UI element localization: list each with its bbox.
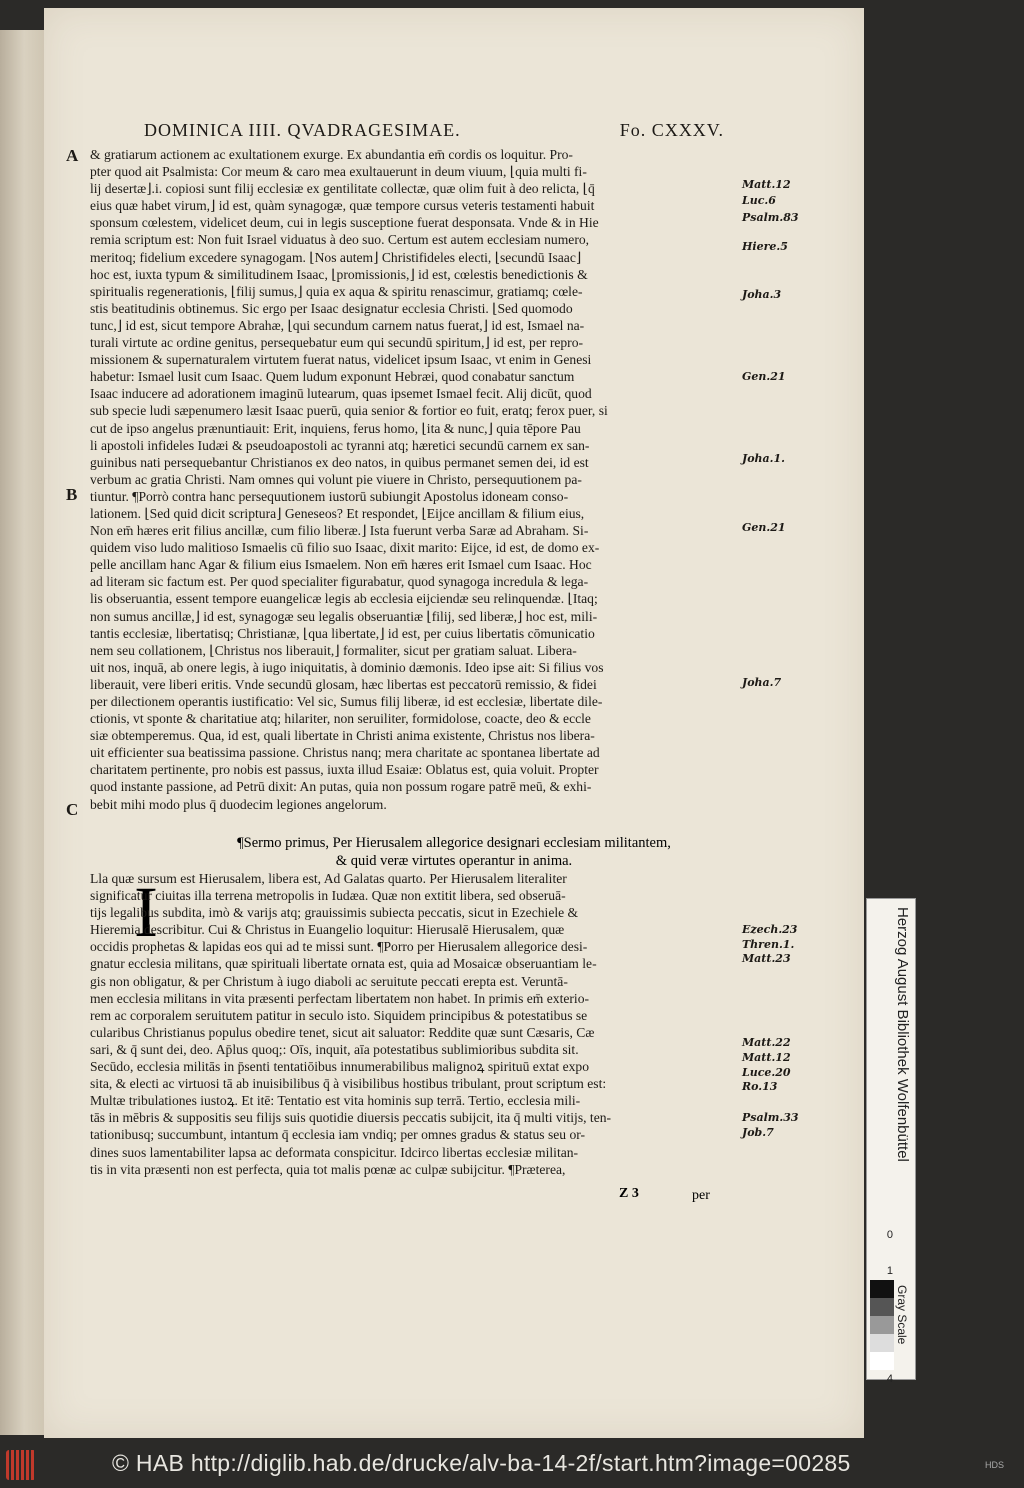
margin-note: Job.7 <box>742 1126 774 1139</box>
text-line: verbum ac gratia Christi. Nam omnes qui volunt pie viuere in Christo, persequutionem pa- <box>90 471 582 487</box>
text-line: & gratiarum actionem ac exultationem exurge. Ex abundantia em̄ cordis os loquitur. Pro- <box>90 147 573 162</box>
text-line: siæ obtemperemus. Qua, id est, quali libertate in Christi anima existente, Christus nos libera- <box>90 728 595 744</box>
text-line: Isaac inducere ad adorationem imaginū lutearum, quas ipsemet Ismael fecit. Alij dicūt, quod <box>90 386 592 402</box>
text-line: gis non obligatur, & per Christum à iugo diaboli ac seruitute peccati erepta est. Veruntā- <box>90 973 568 989</box>
grayscale-label: Gray Scale <box>895 1285 909 1345</box>
sermon-text <box>90 870 694 1178</box>
margin-note: Joha.7 <box>742 676 782 689</box>
text-line: rem ac corporalem seruitutem patitur in seculo isto. Siquidem principibus & potestatibus se <box>90 1007 588 1023</box>
text-line: tationibusq; succumbunt, intantum q̄ ecclesia iam vndiq; per omnes gradus & status seu or- <box>90 1127 586 1143</box>
text-line: men ecclesia militans in vita præsenti perfectam libertatem non habet. In primis em̄ exterio- <box>90 990 590 1006</box>
text-line: uit efficienter sua beatissima passione. Christus nanq; mera charitate ac spontanea libertate ad <box>90 745 600 761</box>
text-line: occidis prophetas & lapidas eos qui ad te missi sunt. ¶Porro per Hierusalem allegorice desi- <box>90 939 588 955</box>
footer-mark: HDS <box>985 1460 1005 1470</box>
margin-note: Matt.12 <box>742 1051 791 1064</box>
ruler-tick: 1 <box>886 1265 893 1277</box>
text-line: ctionis, vt sponte & charitatiue atq; hilariter, non seruiliter, formidolose, coacte, deo & eccle <box>90 711 591 727</box>
catchword: per <box>692 1188 710 1203</box>
text-line: Hieremia describitur. Cui & Christus in Euangelio loquitur: Hierusalē Hierusalem, quæ <box>90 922 565 938</box>
text-line: significatur ciuitas illa terrena metropolis in Iudæa. Quæ non extitit libera, sed obseruā- <box>90 888 566 904</box>
swatch-light-gray <box>870 1334 894 1352</box>
text-line: sub specie ludi sæpenumero læsit Isaac puerū, quia senior & fortior eo fuit, eratq; ferox puer, si <box>90 403 608 419</box>
margin-note: Matt.12 <box>742 178 791 191</box>
margin-note: Joha.1. <box>742 452 785 465</box>
text-line: hoc est, iuxta typum & similitudinem Isaac, ⌊promissionis,⌋ id est, cœlestis benedictionis & <box>90 266 588 282</box>
text-line: li apostoli infideles Iudæi & pseudoapostoli ac tyranni atq; hæretici secundū carnem ex san- <box>90 437 590 453</box>
text-line: missionem & supernaturalem virtutem fuerat natus, videlicet ipsum Isaac, vt enim in Genesi <box>90 352 592 368</box>
text-line: nem seu collationem, ⌊Christus nos liberauit,⌋ formaliter, sicut per gratiam saluat. Libera- <box>90 642 577 658</box>
margin-note: Joha.3 <box>742 288 782 301</box>
text-line: quidem viso ludo malitioso Ismaelis cū filio suo Isaac, dixit marito: Eijce, id est, de domo ex- <box>90 540 600 556</box>
text-line: tis in vita præsenti non est perfecta, quia tot malis pœnæ ac culpæ subijcitur. ¶Præterea, <box>90 1161 566 1177</box>
text-line: tiuntur. ¶Porrò contra hanc persequutionem iustorū subiungit Apostolus idoneam conso- <box>90 488 569 504</box>
swatch-gray <box>870 1316 894 1334</box>
swatch-black <box>870 1280 894 1298</box>
text-line: per dilectionem operantis iustificatio: Vel sic, Sumus filij liberæ, id est ecclesiæ, libertate dile- <box>90 694 603 709</box>
margin-note: Thren.1. <box>742 938 795 951</box>
decorated-initial: I <box>134 872 158 952</box>
sermon-heading-line: ¶Sermo primus, Per Hierusalem allegorice designari ecclesiam militantem, <box>237 835 671 851</box>
text-line: cut de ipso angelus prænuntiauit: Erit, inquiens, ferus homo, ⌊ita & nunc,⌋ quia tēpore Pau <box>90 420 581 436</box>
adjacent-page-edge <box>0 30 46 1435</box>
text-line: Lla quæ sursum est Hierusalem, libera est, Ad Galatas quarto. Per Hierusalem literaliter <box>90 871 567 886</box>
margin-note: Matt.23 <box>742 952 791 965</box>
text-line: meritoq; fidelium excedere synagogam. ⌊Nos autem⌋ Christifideles electi, ⌊secundū Isaac⌋ <box>90 249 582 265</box>
text-line: tās in mēbris & suppositis seu filijs suis quotidie diuersis peccatis subijcit, ita q̄ multi vitijs, ten- <box>90 1110 612 1126</box>
sermon-heading-line: & quid veræ virtutes operantur in anima. <box>335 853 573 869</box>
ruler-tick: 4 <box>886 1373 893 1385</box>
ruler-tick: 0 <box>886 1229 893 1241</box>
book-page <box>44 8 864 1438</box>
body-text <box>90 146 694 813</box>
text-line: tijs legalibus subdita, imò & varijs atq; grauissimis subiecta peccatis, sicut in Ezechiele & <box>90 905 579 921</box>
margin-note: Psalm.33 <box>742 1111 799 1124</box>
signature-mark: Z 3 <box>619 1186 639 1201</box>
footer-bar <box>0 1440 1024 1488</box>
text-line: charitatem pertinente, pro nobis est passus, iuxta illud Esaiæ: Oblatus est, quia voluit. Propter <box>90 762 599 778</box>
text-line: lis obseruantia, essent tempore euangelicæ legis ab ecclesia eijciendæ seu relinquendæ. ⌊Itaq; <box>90 591 598 607</box>
text-line: remia scriptum est: Non fuit Israel viduatus à deo suo. Certum est autem ecclesiam numero, <box>90 232 590 248</box>
margin-note: Hiere.5 <box>742 240 788 253</box>
text-line: eius quæ habet virum,⌋ id est, quàm synagogæ, quæ tempore cursus veteris testamenti habuit <box>90 198 595 214</box>
hab-logo-icon <box>6 1450 36 1480</box>
text-line: liberauit, vere liberi eritis. Vnde secundū glosam, hæc libertas est peccatorū remissio, & fidei <box>90 676 597 692</box>
text-line: sponsum cœlestem, videlicet deum, cui in legis susceptione fuerat desponsata. Vnde & in Hie <box>90 215 599 231</box>
swatch-dark-gray <box>870 1298 894 1316</box>
text-line: ad literam sic factum est. Per quod specialiter figurabatur, quod synagoga incredula & lega- <box>90 574 589 590</box>
section-letter-c: C <box>66 800 79 819</box>
footer-url[interactable]: © HAB http://diglib.hab.de/drucke/alv-ba-14-2f/start.htm?image=00285 <box>112 1450 851 1476</box>
margin-note: Psalm.83 <box>742 211 799 224</box>
text-line: Multæ tribulationes iustoꝝ. Et itē: Tentatio est vita hominis sup terrā. Tertio, ecclesia mili- <box>90 1093 581 1109</box>
text-line: pelle ancillam hanc Agar & filium eius Ismaelem. Non em̄ hæres erit Ismael cum Isaac. Hoc <box>90 557 592 573</box>
text-line: tantis ecclesiæ, libertatisq; Christianæ, ⌊qua libertate,⌋ id est, per cuius libertatis cōmunicatio <box>90 625 595 641</box>
text-line: tunc,⌋ id est, sicut tempore Abrahæ, ⌊qui secundum carnem natus fuerat,⌋ id est, Ismael na- <box>90 317 585 333</box>
text-line: guinibus nati persequebantur Christianos ex deo natos, in quibus permanet semen dei, id est <box>90 454 589 470</box>
sermon-heading <box>194 834 714 870</box>
margin-note: Gen.21 <box>742 370 786 383</box>
text-line: quod instante passione, ad Petrū dixit: An putas, quia non possum rogare patrē meū, & exhi- <box>90 779 592 795</box>
ruler-library-name: Herzog August Bibliothek Wolfenbüttel <box>894 907 911 1162</box>
text-line: sari, & q̄ sunt dei, deo. Ap̄lus quoq;: Oīs, inquit, aīa potestatibus sublimioribus subdita sit. <box>90 1041 579 1057</box>
grayscale-swatches <box>870 1280 894 1375</box>
text-line: sita, & electi ac virtuosi tā ab inuisibilibus q̄ à visibilibus hostibus tribulant, prout scriptum est: <box>90 1076 607 1092</box>
swatch-white <box>870 1352 894 1370</box>
text-line: gnatur ecclesia militans, quæ spirituali libertate ornata est, quia ad Mosaicæ obseruantiam le- <box>90 956 597 972</box>
text-line: uit nos, inquā, ab onere legis, à iugo iniquitatis, à dominio dæmonis. Ideo ipse ait: Si filius vos <box>90 659 604 675</box>
text-line: bebit mihi modo plus q̄ duodecim legiones angelorum. <box>90 796 387 812</box>
text-line: stis beatitudinis obtinemus. Sic ergo per Isaac designatur ecclesia Christi. ⌊Sed quomodo <box>90 300 573 316</box>
text-line: dines suos lamentabiliter lapsa ac deformata conspicitur. Idcirco libertas ecclesiæ militan- <box>90 1144 579 1160</box>
margin-note: Ro.13 <box>742 1080 778 1093</box>
running-head-title: DOMINICA IIII. QVADRAGESIMAE. <box>144 120 461 140</box>
text-line: lij desertæ⌋.i. copiosi sunt filij ecclesiæ ex gentilitate collectæ, quæ olim fuit à deo relicta, ⌊q̄ <box>90 181 595 197</box>
text-line: non sumus ancillæ,⌋ id est, synagogæ seu legalis obseruantiæ ⌊filij, sed liberæ,⌋ hoc est, mili- <box>90 608 598 624</box>
running-head <box>144 120 724 141</box>
text-line: Secūdo, ecclesia militās in p̄senti tentatiōibus innumerabilibus malignoꝝ spirituū extat expo <box>90 1059 590 1075</box>
text-line: pter quod ait Psalmista: Cor meum & caro mea exultauerunt in deum viuum, ⌊quia multi fi- <box>90 164 587 180</box>
margin-note: Matt.22 <box>742 1036 791 1049</box>
margin-note: Luc.6 <box>742 194 776 207</box>
text-line: cularibus Christianus populus obedire tenet, sicut ait saluator: Reddite quæ sunt Cæsaris, Cæ <box>90 1024 595 1040</box>
text-line: Non em̄ hæres erit filius ancillæ, cum filio liberæ.⌋ Ista fuerunt verba Saræ ad Abraham. Si- <box>90 523 589 539</box>
text-line: turali virtute ac ordine genitus, persequebatur eum qui secundū spiritum,⌋ id est, per repro- <box>90 335 584 351</box>
folio-number: Fo. CXXXV. <box>619 120 724 140</box>
margin-note: Gen.21 <box>742 521 786 534</box>
margin-note: Ezech.23 <box>742 923 798 936</box>
text-line: lationem. ⌊Sed quid dicit scriptura⌋ Geneseos? Et respondet, ⌊Eijce ancillam & filium eius, <box>90 505 585 521</box>
margin-note: Luce.20 <box>742 1066 791 1079</box>
section-letter-b: B <box>66 485 78 504</box>
text-line: spiritualis regenerationis, ⌊filij sumus,⌋ quia ex aqua & spiritu renascimur, gratiamq; cœle- <box>90 283 583 299</box>
text-line: habetur: Ismael lusit cum Isaac. Quem ludum exponunt Hebræi, quod conabatur sanctum <box>90 369 575 385</box>
section-letter-a: A <box>66 146 79 165</box>
